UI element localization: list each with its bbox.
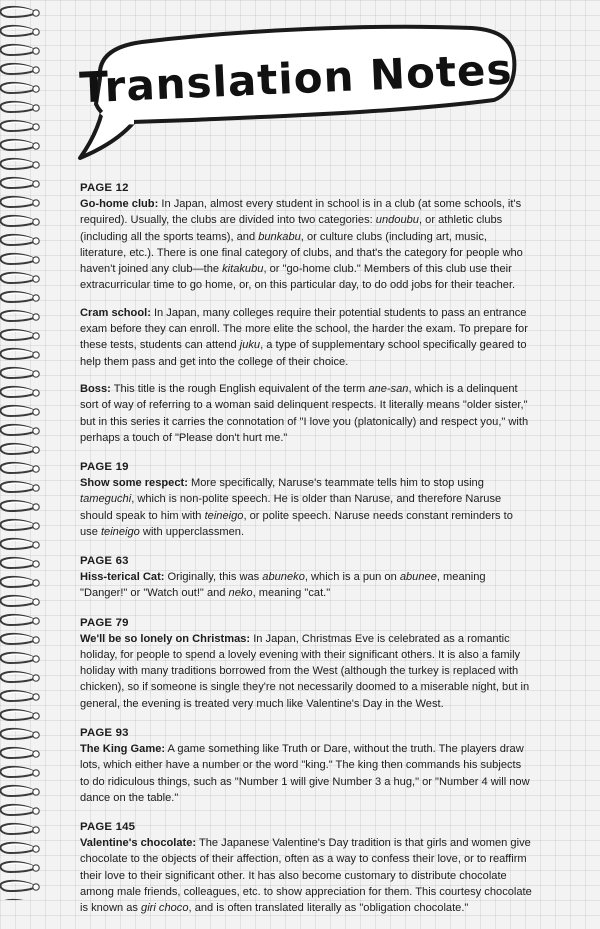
binding-ring — [0, 596, 39, 606]
binding-ring — [0, 862, 39, 872]
italic-term: abunee — [400, 571, 437, 583]
note-term: Go-home club: — [80, 198, 158, 210]
page-label: PAGE 79 — [80, 615, 532, 631]
binding-ring — [0, 387, 39, 397]
note-section — [80, 553, 532, 602]
binding-ring — [0, 748, 39, 758]
note-term: Cram school: — [80, 307, 151, 319]
binding-ring — [0, 216, 39, 226]
binding-ring — [0, 691, 39, 701]
note-term: The King Game: — [80, 743, 165, 755]
binding-ring — [0, 292, 39, 302]
note-paragraph: The King Game: A game something like Truth or Dare, without the truth. The players draw lots, which either have a number or the word "king." The king then commands his subjects to do ridiculous things, such as "Number 1 will give Number 3 a hug," or "Number 4 will now dance on the table." — [80, 741, 532, 806]
binding-ring — [0, 729, 39, 739]
note-paragraph: Valentine's chocolate: The Japanese Valentine's Day tradition is that girls and women give chocolate to the objects of their affection, often as a way to confess their love, or to reaffirm their love to their significant other. It has also become customary to distribute chocolate among male friends, colleagues, etc. to show appreciation for them. This courtesy chocolate is known as giri choco, and is often translated literally as "obligation chocolate." — [80, 835, 532, 916]
binding-ring — [0, 349, 39, 359]
note-section — [80, 615, 532, 712]
binding-ring — [0, 767, 39, 777]
note-term: We'll be so lonely on Christmas: — [80, 633, 250, 645]
binding-ring — [0, 7, 39, 17]
binding-ring — [0, 26, 39, 36]
italic-term: abuneko — [262, 571, 305, 583]
note-paragraph: Show some respect: More specifically, Naruse's teammate tells him to stop using tameguchi, which is non-polite speech. He is older than Naruse, and therefore Naruse should speak to him with teineigo, or polite speech. Naruse needs constant reminders to use teineigo with upperclassmen. — [80, 475, 532, 540]
note-paragraph: We'll be so lonely on Christmas: In Japan, Christmas Eve is celebrated as a romantic holiday, for people to spend a lovely evening with their significant others. It is also a family holiday with many traditions borrowed from the West (although the turkey is replaced with chicken), so if someone is single they're not necessarily doomed to a miserable night, but in general, the evening is treated very much like Valentine's Day in the West. — [80, 631, 532, 712]
binding-ring — [0, 197, 39, 207]
translation-notes-body — [80, 180, 532, 929]
binding-ring — [0, 102, 39, 112]
note-paragraph: Go-home club: In Japan, almost every student in school is in a club (at some schools, it's required). Usually, the clubs are divided into two categories: undoubu, or athletic clubs (including all the sports teams), and bunkabu, or culture clubs (including art, music, literature, etc.). There is one final category of clubs, and that's the category for people who haven't joined any club—the kitakubu, or "go-home club." Members of this club use their extracurricular time to go home, or, on this particular day, to do odd jobs for their teacher. — [80, 196, 532, 293]
binding-ring — [0, 520, 39, 530]
note-paragraph: Boss: This title is the rough English equivalent of the term ane-san, which is a delinquent sort of way of referring to a woman said delinquent respects. It literally means "older sister," but in this series it carries the connotation of "I love you (platonically) and respect you," with perhaps a touch of "Please don't hurt me." — [80, 381, 532, 446]
binding-ring — [0, 330, 39, 340]
italic-term: undoubu — [376, 214, 419, 226]
page-label: PAGE 12 — [80, 180, 532, 196]
binding-ring — [0, 254, 39, 264]
binding-ring — [0, 615, 39, 625]
note-section — [80, 725, 532, 806]
italic-term: ane-san — [368, 383, 408, 395]
note-section — [80, 459, 532, 540]
binding-ring — [0, 83, 39, 93]
page-label: PAGE 63 — [80, 553, 532, 569]
italic-term: kitakubu — [222, 263, 263, 275]
note-term: Show some respect: — [80, 477, 188, 489]
binding-ring — [0, 786, 39, 796]
italic-term: tameguchi — [80, 493, 131, 505]
binding-ring — [0, 634, 39, 644]
binding-ring — [0, 805, 39, 815]
binding-ring — [0, 501, 39, 511]
binding-ring — [0, 178, 39, 188]
note-term: Valentine's chocolate: — [80, 837, 196, 849]
title-banner — [72, 16, 520, 126]
binding-ring — [0, 64, 39, 74]
note-term: Hiss-terical Cat: — [80, 571, 164, 583]
italic-term: bunkabu — [258, 231, 301, 243]
note-paragraph: Hiss-terical Cat: Originally, this was abuneko, which is a pun on abunee, meaning "Danger!" or "Watch out!" and neko, meaning "cat." — [80, 569, 532, 601]
binding-ring — [0, 558, 39, 568]
binding-ring — [0, 406, 39, 416]
italic-term: neko — [229, 587, 253, 599]
binding-ring — [0, 672, 39, 682]
italic-term: giri choco — [141, 902, 188, 914]
note-term: Boss: — [80, 383, 111, 395]
binding-ring — [0, 368, 39, 378]
spiral-rings — [0, 0, 44, 900]
binding-ring — [0, 444, 39, 454]
binding-ring — [0, 881, 39, 891]
binding-ring — [0, 577, 39, 587]
page-label: PAGE 93 — [80, 725, 532, 741]
spiral-binding — [0, 0, 44, 900]
binding-ring — [0, 653, 39, 663]
page-label: PAGE 19 — [80, 459, 532, 475]
binding-ring — [0, 45, 39, 55]
binding-ring — [0, 235, 39, 245]
binding-ring — [0, 463, 39, 473]
page-label: PAGE 145 — [80, 819, 532, 835]
note-section — [80, 180, 532, 446]
italic-term: teineigo — [205, 510, 244, 522]
binding-ring — [0, 425, 39, 435]
page-title: Translation Notes — [71, 44, 521, 112]
binding-ring — [0, 121, 39, 131]
italic-term: teineigo — [101, 526, 140, 538]
binding-ring — [0, 140, 39, 150]
binding-ring — [0, 843, 39, 853]
binding-ring — [0, 311, 39, 321]
binding-ring — [0, 273, 39, 283]
note-section — [80, 819, 532, 916]
binding-ring — [0, 824, 39, 834]
note-paragraph: Cram school: In Japan, many colleges require their potential students to pass an entrance exam before they can enroll. The more elite the school, the harder the exam. To prepare for these tests, students can attend juku, a type of supplementary school specifically geared to help them pass and get into the college of their choice. — [80, 305, 532, 370]
binding-ring — [0, 159, 39, 169]
binding-ring — [0, 539, 39, 549]
binding-ring — [0, 710, 39, 720]
italic-term: juku — [240, 339, 260, 351]
binding-ring — [0, 482, 39, 492]
